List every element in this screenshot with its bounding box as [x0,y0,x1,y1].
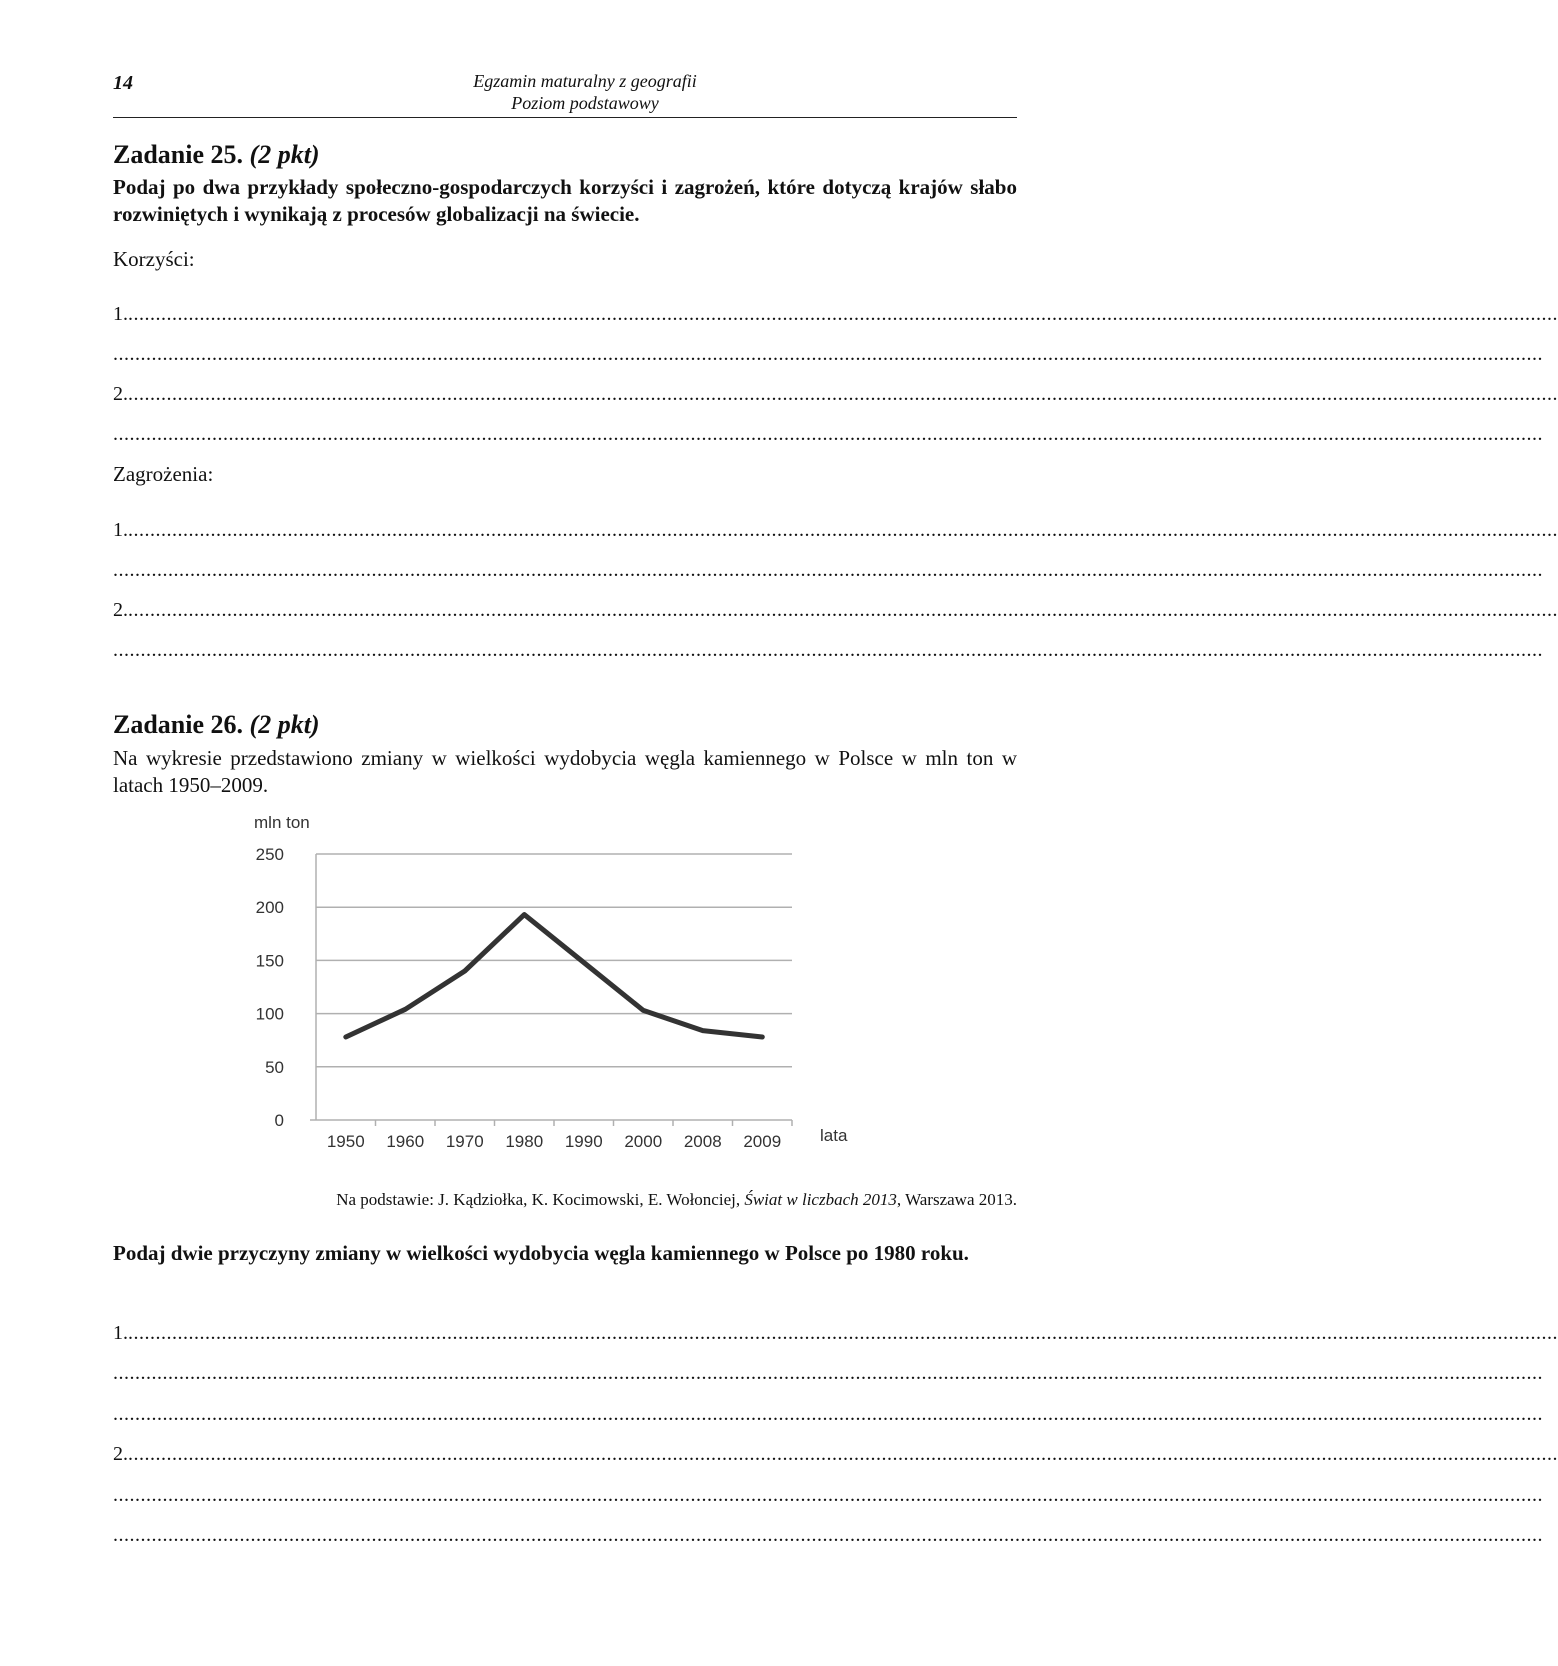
y-tick-label-100: 100 [255,1004,284,1024]
task25-instruction: Podaj po dwa przykłady społeczno-gospodarczych korzyści i zagrożeń, które dotyczą krajów słabo rozwiniętych i wynikają z procesów globalizacji na świecie. [113,175,1017,226]
x-axis-title: lata [820,1126,848,1145]
answer-line-reason-1-cont2[interactable]: .................................................................................................................................................................................................................................................................... [113,1403,1543,1425]
answer-line-threat-1-cont[interactable]: .................................................................................................................................................................................................................................................................... [113,559,1543,581]
answer-number: 2. [113,599,128,621]
answer-line-benefit-2[interactable]: 2. .................................................................................................................................................................................................................................................................... [113,383,1558,405]
x-tick-label-1950: 1950 [326,1132,365,1151]
answer-line-benefit-1-cont[interactable]: .................................................................................................................................................................................................................................................................... [113,343,1543,365]
page-number: 14 [113,72,133,94]
chart-grid [310,854,792,1120]
task26-intro: Na wykresie przedstawiono zmiany w wielkości wydobycia węgla kamiennego w Polsce w mln ton w latach 1950–2009. [113,746,1017,797]
answer-line-reason-1[interactable]: 1. .................................................................................................................................................................................................................................................................... [113,1322,1558,1344]
task25-title: Zadanie 25. [113,140,244,169]
answer-line-reason-2-cont[interactable]: .................................................................................................................................................................................................................................................................... [113,1484,1543,1506]
x-tick-label-1990: 1990 [564,1132,603,1151]
coal-production-line [346,915,763,1037]
y-axis-title: mln ton [254,813,310,832]
x-tick-label-2000: 2000 [624,1132,663,1151]
answer-number: 2. [113,383,128,405]
chart-source [336,1190,1017,1210]
task26-heading [113,710,320,740]
answer-line-benefit-1[interactable]: 1. .................................................................................................................................................................................................................................................................... [113,303,1558,325]
answer-number: 1. [113,519,128,541]
y-tick-label-50: 50 [265,1057,284,1077]
task25-points: (2 pkt) [249,140,320,169]
exam-title: Egzamin maturalny z geografii [473,71,697,91]
threats-label: Zagrożenia: [113,462,214,486]
answer-number: 2. [113,1443,128,1465]
answer-number: 1. [113,1322,128,1344]
task26-title: Zadanie 26. [113,710,244,739]
task26-points: (2 pkt) [249,710,320,739]
y-tick-label-0: 0 [274,1111,284,1130]
y-tick-label-250: 250 [255,845,284,864]
answer-line-reason-1-cont[interactable]: .................................................................................................................................................................................................................................................................... [113,1362,1543,1384]
y-axis-ticks [256,845,284,1130]
answer-line-threat-2-cont[interactable]: .................................................................................................................................................................................................................................................................... [113,639,1543,661]
answer-line-threat-1[interactable]: 1. .................................................................................................................................................................................................................................................................... [113,519,1558,541]
x-tick-label-2009: 2009 [743,1132,782,1151]
x-axis-ticks [327,1120,792,1151]
answer-line-reason-2-cont2[interactable]: .................................................................................................................................................................................................................................................................... [113,1524,1543,1546]
task26-question: Podaj dwie przyczyny zmiany w wielkości wydobycia węgla kamiennego w Polsce po 1980 roku. [113,1241,969,1265]
x-tick-label-2008: 2008 [683,1132,722,1151]
x-tick-label-1980: 1980 [505,1132,544,1151]
y-tick-label-200: 200 [255,898,284,918]
benefits-label: Korzyści: [113,247,195,271]
source-title: Świat w liczbach 2013 [744,1190,897,1209]
coal-production-chart [240,812,880,1158]
x-tick-label-1960: 1960 [386,1132,425,1151]
answer-line-reason-2[interactable]: 2. .................................................................................................................................................................................................................................................................... [113,1443,1558,1465]
x-tick-label-1970: 1970 [445,1132,484,1151]
answer-line-benefit-2-cont[interactable]: .................................................................................................................................................................................................................................................................... [113,423,1543,445]
header-divider [113,117,1017,118]
answer-number: 1. [113,303,128,325]
task25-heading [113,140,320,170]
exam-header-title [200,70,970,114]
source-suffix: , Warszawa 2013. [896,1190,1017,1209]
exam-level: Poziom podstawowy [511,93,659,113]
y-tick-label-150: 150 [255,951,284,971]
chart-series [346,915,763,1038]
source-prefix: Na podstawie: J. Kądziołka, K. Kocimowski, E. Wołonciej, [336,1190,745,1209]
answer-line-threat-2[interactable]: 2. .................................................................................................................................................................................................................................................................... [113,599,1558,621]
